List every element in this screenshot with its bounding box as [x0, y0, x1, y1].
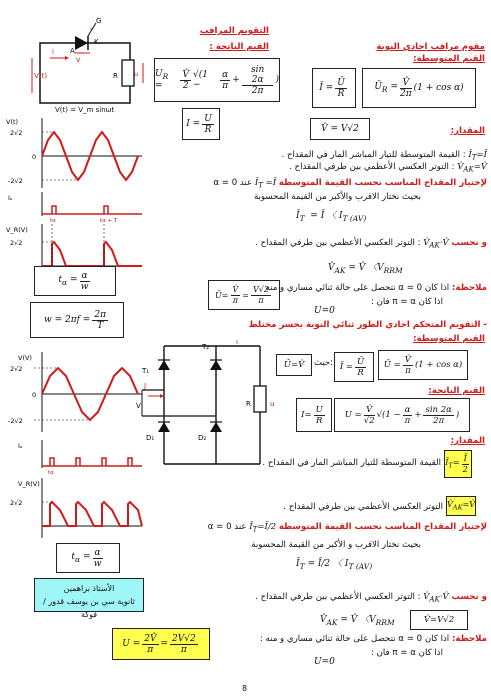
- half-wave-circuit: [30, 18, 145, 118]
- right-title: مقوم مراقب احادي النوبة: [376, 42, 485, 52]
- bridge-i-box: Ī = $\frac{Ū}{R}$: [334, 352, 374, 382]
- vak-label: V: [76, 56, 81, 64]
- t-alpha-label: tα: [50, 218, 56, 224]
- bridge-i-ur-box: I= $\frac{U}{R}$: [296, 398, 332, 432]
- bridge-it-yellow: $Ī_T=$ $\frac{Ī}{2}$: [444, 450, 472, 478]
- t-symbol-2: t: [71, 552, 76, 563]
- u-mean-box: Ū= $\frac{V̂}{\pi}$ = $\frac{V√2}{\pi}$: [208, 280, 280, 310]
- gate-current-label: I: [90, 26, 92, 34]
- bridge-u-label: u: [270, 400, 275, 408]
- u-mean-formula-yellow: U = $\frac{2V̂}{\pi}$ = $\frac{2V√2}{\pi}$: [112, 628, 210, 660]
- bridge-and-calc-text: و نحسب: [451, 592, 487, 602]
- v-axis-label: V(t): [6, 118, 19, 126]
- bridge-note-line-2: اذا كان π = α فان :: [370, 648, 443, 658]
- bridge-note1-text: اذا كان 0 = α نتحصل على حالة ثنائي مساري و منه :: [259, 634, 450, 644]
- and-calc-text: و نحسب: [451, 238, 487, 248]
- bridge-vpeak-box: Û=V̂: [276, 354, 312, 376]
- ig-axis-label-2: Iₒ: [18, 442, 23, 450]
- vr-axis-label: V_R(V): [6, 226, 28, 234]
- ig-axis-label: Iₒ: [8, 194, 13, 202]
- and-calc-line: و نحسب $V̂_{AK}\cdot V̂$ : التوتر العكسي الأعظمي بين طرفي المقداح .: [255, 238, 487, 250]
- choose-text: لإختيار المقداح المناسب نحسب القيمة المتوسطة: [278, 178, 487, 188]
- cathode-label: K: [94, 38, 99, 46]
- amp-label-2: 2√2: [10, 365, 23, 373]
- alpha0-text: عند α = 0: [213, 178, 253, 188]
- vr-axis-label-2: V_R(V): [18, 480, 40, 488]
- bridge-avg-heading: القيم المتوسطة:: [413, 334, 485, 344]
- bridge-note-label: ملاحظة:: [451, 634, 487, 644]
- bridge-r-label: R: [246, 400, 251, 408]
- bridge-vpeak-box-2: V̂=V√2: [410, 610, 468, 630]
- inv-voltage-line: $V̂_{AK}=V̂$ : التوتر العكسي الأعظمي بين طرفي المقداح .: [289, 162, 487, 174]
- resistor-r-label: R: [113, 72, 118, 80]
- omega-lhs: w = 2πf =: [44, 315, 91, 325]
- author-school: ثانوية سي بن يوسف قدور / فوكة: [43, 597, 135, 619]
- u-zero-2: U=0: [314, 657, 335, 667]
- v-axis-label-2: V(V): [18, 354, 32, 362]
- bridge-sizing-heading: المقدار:: [450, 436, 485, 446]
- right-avg-heading: القيم المتوسطة:: [413, 54, 485, 64]
- u-zero-1: U=0: [314, 306, 335, 316]
- bridge-avg-line: القيمة المتوسطة للتيار المباشر المار في المقداح .: [262, 458, 441, 468]
- omega-den: T: [97, 320, 104, 331]
- i-mean-box: Ī = $\frac{Ū}{R}$: [312, 68, 356, 108]
- current-i-label: i: [52, 48, 54, 56]
- neg-amp-label: -2√2: [8, 177, 23, 185]
- choose-note: بحيث نختار الاقرب والأكبر من القيمة المحسوبة: [253, 192, 421, 202]
- note-line-1: [266, 283, 488, 294]
- vt-label: V(t): [34, 72, 47, 80]
- i-ur-box: I = $\frac{U}{R}$: [182, 108, 220, 140]
- inv-voltage-text: التوتر العكسي الأعظمي بين طرفي المقداح .: [289, 162, 449, 172]
- amp-label: 2√2: [10, 129, 23, 137]
- choose-line: لإختيار المقداح المناسب نحسب القيمة المتوسطة $Ī_T$ =Ī عند α = 0: [213, 178, 487, 190]
- bridge-v-label: V: [136, 402, 141, 410]
- ur-label: u: [134, 70, 139, 78]
- t-alpha-t-label: tα + T: [100, 218, 118, 224]
- t-symbol: t: [58, 275, 63, 286]
- bridge-title: - التقويم المتحكم احادي الطور ثنائي النوبة بجسر مختلط: [248, 320, 487, 330]
- bridge-where: حيث:: [314, 358, 334, 368]
- bridge-u-mean-box: Ū = $\frac{V̂}{\pi}$ (1 + cos α): [378, 350, 468, 380]
- note-label: ملاحظة:: [451, 283, 487, 293]
- bridge-choose-note: بحيث نختار الاقرب و الأكبر من القيمة المحسوبة: [251, 540, 421, 550]
- ur-mean-box: $Ū_R$ = $\frac{V̂}{2\pi}$ (1 + cos α): [362, 68, 476, 108]
- t-alpha-formula-box: $t_\alpha$ = $\frac{\alpha}{w}$: [34, 266, 116, 296]
- left-title: التقويم المراقب: [199, 26, 269, 36]
- bridge-vak-yellow: $V̂_{AK}=V̂$: [446, 496, 476, 516]
- t-sub: α: [62, 277, 68, 287]
- bridge-and-calc-line: و نحسب $V̂_{AK}\cdot V̂$ : التوتر العكسي الأعظمي بين طرفي المقداح .: [255, 592, 487, 604]
- author-box: [34, 578, 144, 619]
- zero-label: 0: [32, 153, 37, 161]
- bridge-choose-line: لإختيار المقداح المناسب نحسب القيمة المتوسطة $Ī_T=Ī/2$ عند α = 0: [207, 522, 487, 534]
- bridge-d2-label: D₂: [198, 434, 207, 442]
- neg-label-2: -2√2: [8, 417, 23, 425]
- bridge-d1-label: D₁: [146, 434, 155, 442]
- vr-full-wave-curve: [42, 502, 142, 526]
- avg-current-line: $Ī_T=Ī$ : القيمة المتوسطة للتيار المباشر المار في المقداح .: [281, 150, 487, 162]
- vr-half-wave-curve: [42, 242, 142, 266]
- gate-pulses-2: [42, 458, 142, 466]
- vak-inequality: $V̂_{AK}$ = V̂ 〈$V_{RRM}$: [328, 263, 403, 275]
- right-sizing-heading: المقدار:: [450, 126, 485, 136]
- gate-g-label: G: [96, 18, 102, 25]
- bridge-alpha0-text: عند α = 0: [207, 522, 247, 532]
- bridge-circuit: [136, 340, 276, 470]
- alpha-num: α: [81, 270, 88, 281]
- it-inequality: $Ī_T$ = Ī 〈 $I_{T (AV)}$: [296, 211, 367, 223]
- note1-text: اذا كان 0 = α نتحصل على حالة ثنائي مساري و منه: [265, 283, 450, 293]
- t-alpha-formula-box-2: $t_\alpha$ = $\frac{\alpha}{w}$: [56, 543, 120, 573]
- author-name: الأستاذ براهمين: [63, 584, 115, 593]
- avg-current-text: القيمة المتوسطة للتيار المباشر المار في المقداح .: [281, 150, 461, 160]
- bridge-u-rms-box: U = $\frac{V̂}{√2}$ √(1 − $\frac{\alpha}{\pi}$ + $\frac{\sin 2\alpha}{2\pi}$ ): [334, 398, 470, 432]
- zero-label-2: 0: [32, 391, 37, 399]
- bridge-inv-voltage-text-2: : التوتر العكسي الأعظمي بين طرفي المقداح .: [255, 592, 421, 602]
- ur-formula-box: $U_R$ = $\frac{V̂}{2}$ √(1 − $\frac{\alpha}{\pi}$ + $\frac{\sin 2\alpha}{2\pi}$ ): [154, 58, 280, 102]
- circuit1-equation: V(t) = V_m sinωt: [55, 106, 115, 114]
- left-result-heading: القيم الناتجة :: [209, 42, 269, 52]
- bridge-t2-label: T₂: [202, 343, 210, 351]
- bridge-vak-inequality: $V̂_{AK}$ = V̂ 〈$V_{RRM}$: [320, 615, 395, 627]
- note-line-2: اذا كان π = α فان :: [370, 297, 443, 307]
- v-peak-box: V̂ = V√2: [310, 118, 370, 140]
- t-label-2: tα: [48, 470, 54, 476]
- alpha-num-2: α: [94, 547, 101, 558]
- omega-formula-box: [30, 302, 124, 338]
- inv-voltage-text-2: : التوتر العكسي الأعظمي بين طرفي المقداح .: [255, 238, 421, 248]
- vr-amp-label: 2√2: [10, 239, 23, 247]
- bridge-note-line-1: [260, 634, 487, 645]
- bridge-inv-line: التوتر العكسي الأعظمي بين طرفي المقداح .: [283, 502, 443, 512]
- bridge-j-label: J: [144, 382, 147, 390]
- bridge-it-inequality: $Ī_T$ = Ī/2 〈 $I_{T (AV)}$: [296, 559, 373, 571]
- bridge-i-label: I: [236, 340, 239, 346]
- anode-label: A: [70, 47, 75, 55]
- bridge-result-heading: القيم الناتجة:: [428, 386, 485, 396]
- gate-pulses: [42, 206, 142, 214]
- bridge-choose-text: لإختيار المقداح المناسب نحسب القيمة المتوسطة: [278, 522, 487, 532]
- w-den: w: [80, 281, 89, 292]
- bridge-t1-label: T₁: [142, 367, 150, 375]
- t-sub-2: α: [75, 554, 81, 564]
- vr-amp-label-2: 2√2: [10, 499, 23, 507]
- page-number: 8: [242, 684, 248, 693]
- w-den-2: w: [93, 558, 102, 569]
- omega-num: 2π: [94, 309, 106, 320]
